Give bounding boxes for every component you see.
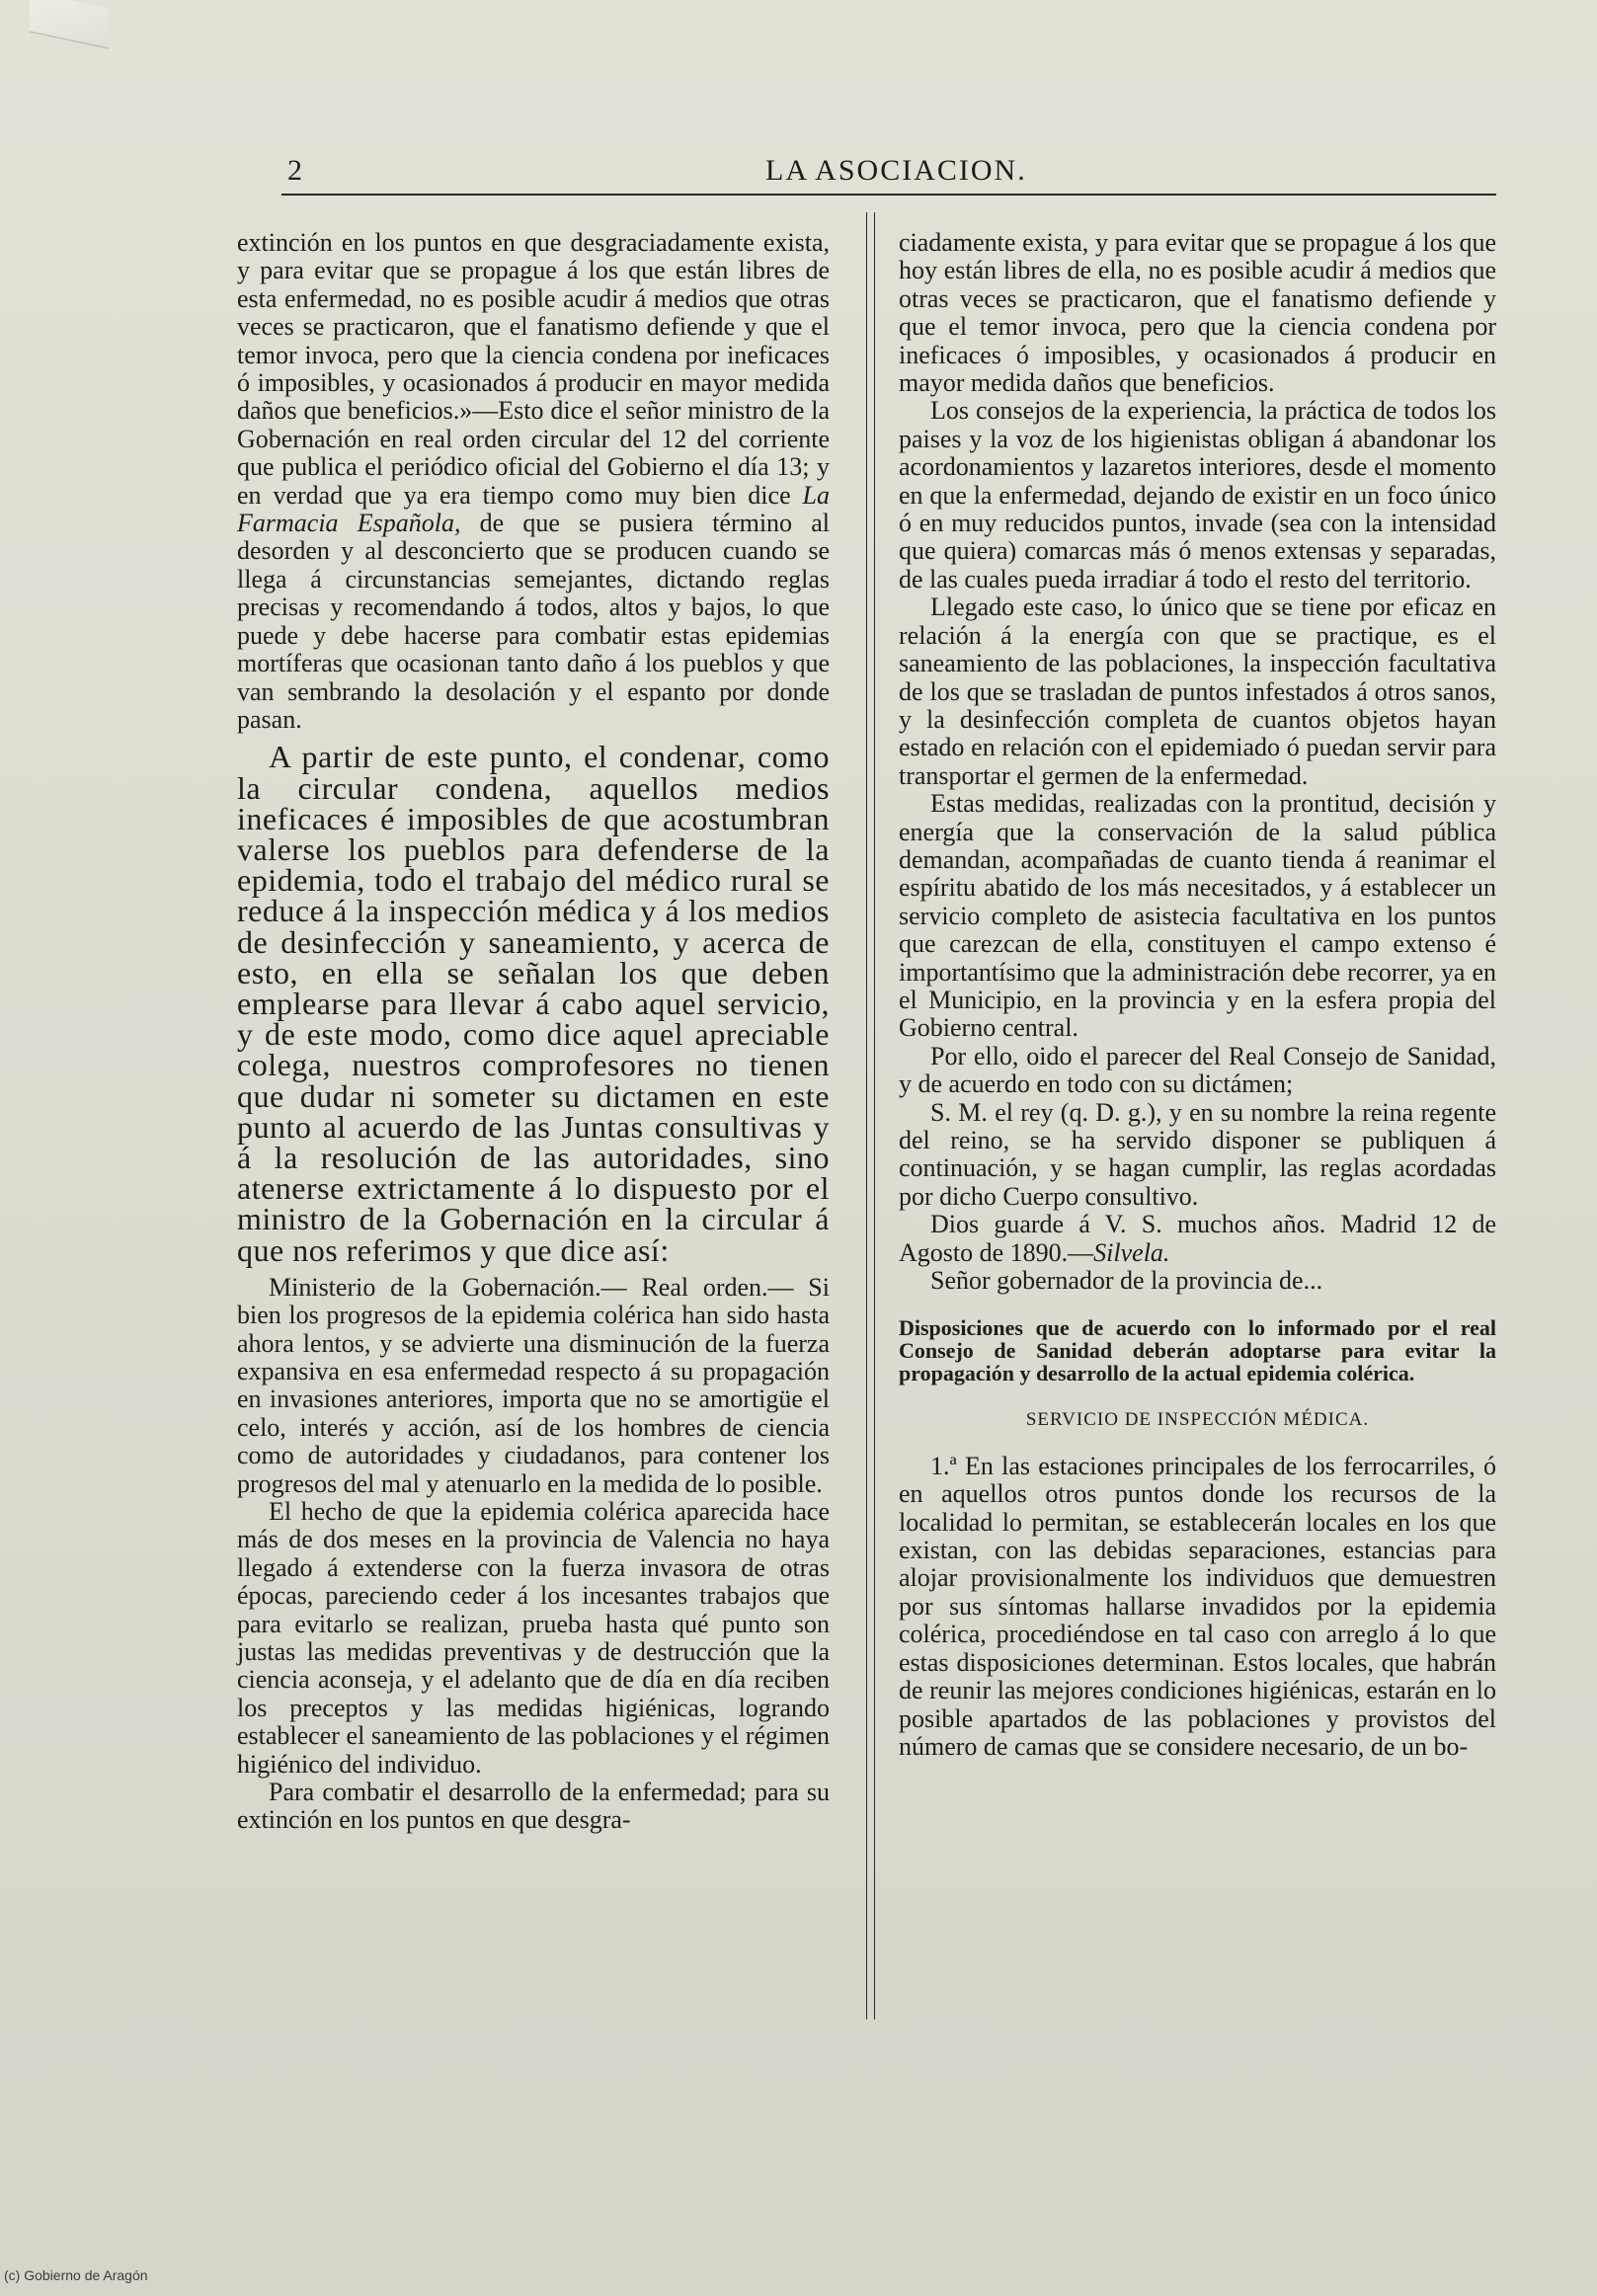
paragraph: Por ello, oido el parecer del Real Consejo de Sanidad, y de acuerdo en todo con su dictámen;: [899, 1041, 1496, 1099]
right-column: [899, 229, 1496, 1761]
publication-title: LA ASOCIACION.: [765, 154, 1027, 187]
section-title: SERVICIO DE INSPECCIÓN MÉDICA.: [1025, 1409, 1370, 1431]
paragraph: A partir de este punto, el condenar, como la circular condena, aquellos medios ineficaces é imposibles de que acostumbran valerse los pueblos para defenderse de la epidemia, todo el trabajo del médico rural se reduce á la inspección médica y á los medios de desinfección y saneamiento, y acerca de esto, en ella se señalan los que deben emplearse para llevar á cabo aquel servicio, y de este modo, como dice aquel apreciable colega, nuestros comprofesores no tienen que dudar ni someter su dictamen en este punto al acuerdo de las Juntas consultivas y á la resolución de las autoridades, sino atenerse extrictamente á lo dispuesto por el ministro de la Gobernación en la circular á que nos referimos y que dice así:: [237, 739, 830, 1268]
paragraph: Dios guarde á V. S. muchos años. Madrid 12 de Agosto de 1890.—Silvela.: [899, 1210, 1496, 1267]
paragraph: El hecho de que la epidemia colérica aparecida hace más de dos meses en la provincia de Valencia no haya llegado á extenderse con la fuerza invasora de otras épocas, pareciendo ceder á los incesantes trabajos que para evitarlo se realizan, prueba hasta qué punto son justas las medidas preventivas y de destrucción que la ciencia aconseja, y el adelanto que de día en día reciben los preceptos y las medidas higiénicas, logrando establecer el saneamiento de las poblaciones y el régimen higiénico del individuo.: [237, 1497, 830, 1779]
folded-corner: [30, 0, 109, 49]
paragraph: Para combatir el desarrollo de la enfermedad; para su extinción en los puntos en que desgra-: [237, 1778, 830, 1835]
paragraph: Estas medidas, realizadas con la prontitud, decisión y energía que la conservación de la salud pública demandan, acompañadas de cuanto tienda á reanimar el espíritu abatido de los más necesitados, y á establecer un servicio completo de asistecia facultativa en los puntos que carezcan de ella, constituyen el campo extenso é importantísimo que la administración debe recorrer, ya en el Municipio, en la provincia y en la esfera propia del Gobierno central.: [899, 789, 1496, 1043]
numbered-item: 1.ª En las estaciones principales de los ferrocarriles, ó en aquellos otros puntos donde los recursos de la localidad lo permitan, se establecerán locales en los que existan, con las debidas separaciones, estancias para alojar provisionalmente los individuos que demuestren por sus síntomas hallarse invadidos por la epidemia colérica, procediéndose en tal caso con arreglo á lo que estas disposiciones determinan. Estos locales, que habrán de reunir las mejores condiciones higiénicas, estarán en lo posible apartados de las poblaciones y provistos del número de camas que se considere necesario, de un bo-: [899, 1451, 1496, 1761]
page-number: 2: [287, 154, 302, 187]
paragraph: extinción en los puntos en que desgraciadamente exista, y para evitar que se propague á los que están libres de esta enfermedad, no es posible acudir á medios que otras veces se practicaron, que el fanatismo defiende y que el temor invoca, pero que la ciencia condena por ineficaces ó imposibles, y ocasionados á producir en mayor medida daños que beneficios.»—Esto dice el señor ministro de la Gobernación en real orden circular del 12 del corriente que publica el periódico oficial del Gobierno el día 13; y en verdad que ya era tiempo como muy bien dice La Farmacia Española, de que se pusiera término al desorden y al desconcierto que se producen cuando se llega á circunstancias semejantes, dictando reglas precisas y recomendando á todos, altos y bajos, lo que puede y debe hacerse para combatir estas epidemias mortíferas que ocasionan tanto daño á los pueblos y que van sembrando la desolación y el espanto por donde pasan.: [237, 228, 831, 734]
italic-signature: Silvela.: [1093, 1237, 1170, 1267]
dispositions-heading: Disposiciones que de acuerdo con lo informado por el real Consejo de Sanidad deberán adoptarse para evitar la propagación y desarrollo de la actual epidemia colérica.: [899, 1315, 1496, 1386]
paragraph: Los consejos de la experiencia, la práctica de todos los paises y la voz de los higienistas obligan á abandonar los acordonamientos y lazaretos interiores, desde el momento en que la enfermedad, dejando de existir en un foco único ó en muy reducidos puntos, invade (sea con la intensidad que quiera) comarcas más ó menos extensas y separadas, de las cuales pueda irradiar á todo el resto del territorio.: [899, 396, 1496, 594]
left-column: [237, 229, 830, 1835]
paragraph: ciadamente exista, y para evitar que se propague á los que hoy están libres de ella, no es posible acudir á medios que otras veces se practicaron, que el fanatismo defiende y que el temor invoca, pero que la ciencia condena por ineficaces ó imposibles, y ocasionados á producir en mayor medida daños que beneficios.: [899, 228, 1496, 398]
paragraph: S. M. el rey (q. D. g.), y en su nombre la reina regente del reino, se ha servido disponer se publiquen á continuación, y se hagan cumplir, las reglas acordadas por dicho Cuerpo consultivo.: [899, 1097, 1496, 1211]
copyright-credit: (c) Gobierno de Aragón: [4, 2267, 148, 2283]
paragraph: Ministerio de la Gobernación.— Real orden.— Si bien los progresos de la epidemia colérica han sido hasta ahora lentos, y se advierte una disminución de la fuerza expansiva en esa enfermedad respecto á su propagación en invasiones anteriores, importa que no se amortigüe el celo, interés y acción, así de los hombres de ciencia como de autoridades y ciudadanos, para contener los progresos del mal y atenuarlo en la medida de lo posible.: [237, 1272, 830, 1498]
paragraph: Llegado este caso, lo único que se tiene por eficaz en relación á la energía con que se practique, es el saneamiento de las poblaciones, la inspección facultativa de los que se trasladan de puntos infestados á otros sanos, y la desinfección completa de cuantos objetos hayan estado en relación con el epidemiado ó puedan servir para transportar el germen de la enfermedad.: [899, 593, 1496, 790]
paragraph: Señor gobernador de la provincia de...: [930, 1266, 1323, 1296]
italic-source: La Farmacia Española,: [237, 480, 830, 538]
item-number: 1.ª: [930, 1451, 957, 1480]
column-divider: [866, 212, 875, 2019]
page-header: [281, 150, 1496, 196]
